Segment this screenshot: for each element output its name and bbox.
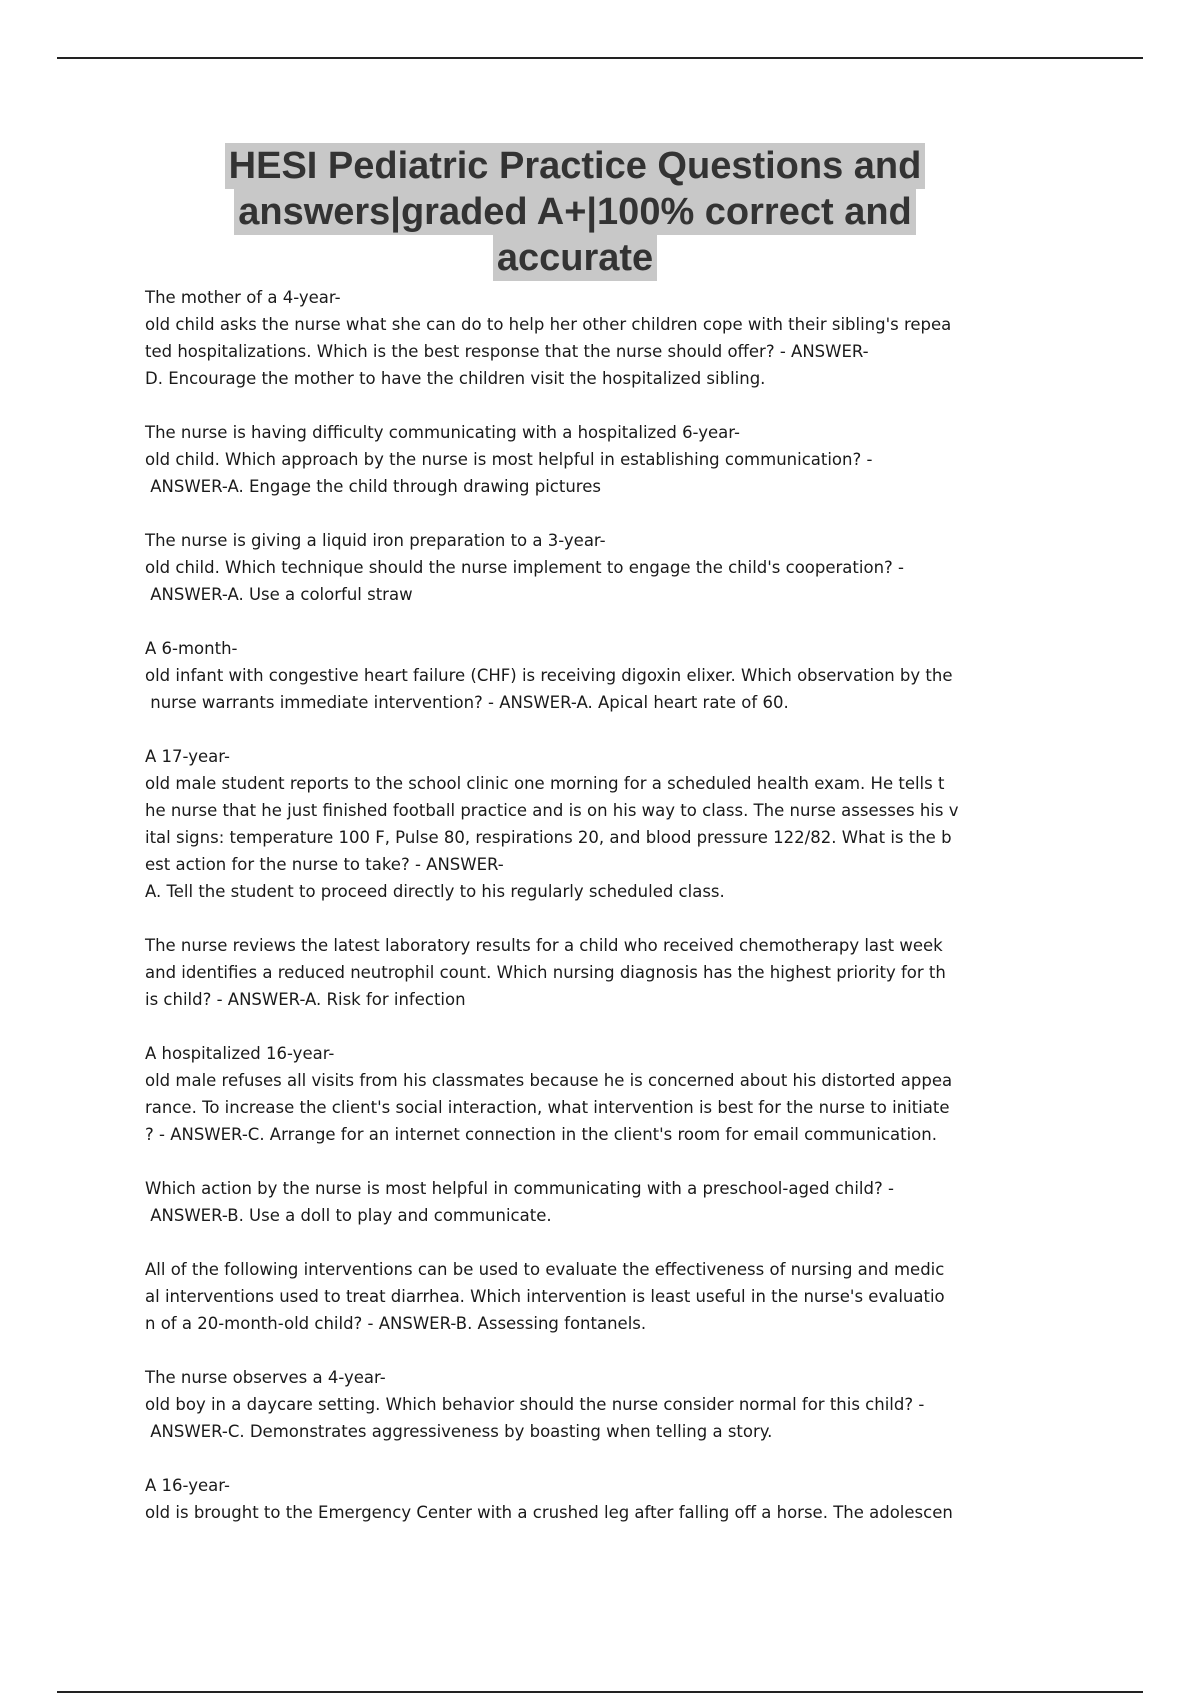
qa-text-line: A. Tell the student to proceed directly to his regularly scheduled class. xyxy=(145,882,725,901)
qa-text-line: nurse warrants immediate intervention? - ANSWER-A. Apical heart rate of 60. xyxy=(145,693,789,712)
qa-text-line: old is brought to the Emergency Center with a crushed leg after falling off a horse. The adolescen xyxy=(145,1503,953,1522)
qa-block xyxy=(145,419,1015,500)
qa-block xyxy=(145,1040,1015,1148)
qa-text-line: he nurse that he just finished football practice and is on his way to class. The nurse assesses his v xyxy=(145,801,959,820)
title-line-3 xyxy=(150,235,1000,281)
qa-block xyxy=(145,635,1015,716)
qa-text-line: A 16-year- xyxy=(145,1476,230,1495)
qa-text-line: old male student reports to the school clinic one morning for a scheduled health exam. He tells t xyxy=(145,774,945,793)
qa-text-line: The nurse reviews the latest laboratory results for a child who received chemotherapy last week xyxy=(145,936,943,955)
qa-text-line: ANSWER-C. Demonstrates aggressiveness by boasting when telling a story. xyxy=(145,1422,773,1441)
qa-text-line: The mother of a 4-year- xyxy=(145,288,341,307)
qa-text-line: ? - ANSWER-C. Arrange for an internet connection in the client's room for email communication. xyxy=(145,1125,937,1144)
qa-text-line: n of a 20-month-old child? - ANSWER-B. Assessing fontanels. xyxy=(145,1314,647,1333)
document-title xyxy=(150,143,1000,281)
qa-text-line: ital signs: temperature 100 F, Pulse 80, respirations 20, and blood pressure 122/82. What is the b xyxy=(145,828,952,847)
qa-text-line: old infant with congestive heart failure (CHF) is receiving digoxin elixer. Which observation by the xyxy=(145,666,953,685)
qa-block xyxy=(145,527,1015,608)
qa-text-line: old child. Which approach by the nurse is most helpful in establishing communication? - xyxy=(145,450,873,469)
qa-block xyxy=(145,1364,1015,1445)
bottom-rule xyxy=(57,1691,1143,1693)
qa-block xyxy=(145,743,1015,905)
qa-block xyxy=(145,284,1015,392)
qa-text-line: ANSWER-A. Engage the child through drawing pictures xyxy=(145,477,601,496)
qa-text-line: D. Encourage the mother to have the children visit the hospitalized sibling. xyxy=(145,369,766,388)
qa-text-line: old child asks the nurse what she can do to help her other children cope with their sibling's repea xyxy=(145,315,952,334)
qa-text-line: old boy in a daycare setting. Which behavior should the nurse consider normal for this child? - xyxy=(145,1395,925,1414)
title-line-2-text: answers|graded A+|100% correct and xyxy=(234,189,916,235)
qa-text-line: All of the following interventions can be used to evaluate the effectiveness of nursing and medic xyxy=(145,1260,945,1279)
qa-text-line: old child. Which technique should the nurse implement to engage the child's cooperation? - xyxy=(145,558,904,577)
qa-text-line: old male refuses all visits from his classmates because he is concerned about his distorted appea xyxy=(145,1071,953,1090)
qa-text-line: A 6-month- xyxy=(145,639,238,658)
qa-text-line: and identifies a reduced neutrophil count. Which nursing diagnosis has the highest priority for th xyxy=(145,963,946,982)
qa-text-line: The nurse is giving a liquid iron preparation to a 3-year- xyxy=(145,531,606,550)
qa-block xyxy=(145,1472,1015,1526)
qa-text-line: ANSWER-A. Use a colorful straw xyxy=(145,585,413,604)
qa-text-line: Which action by the nurse is most helpful in communicating with a preschool-aged child? - xyxy=(145,1179,894,1198)
qa-text-line: ted hospitalizations. Which is the best response that the nurse should offer? - ANSWER- xyxy=(145,342,869,361)
qa-text-line: A 17-year- xyxy=(145,747,230,766)
qa-block xyxy=(145,1256,1015,1337)
qa-text-line: rance. To increase the client's social interaction, what intervention is best for the nurse to initiate xyxy=(145,1098,950,1117)
title-line-1 xyxy=(150,143,1000,189)
top-rule xyxy=(57,57,1143,59)
qa-text-line: ANSWER-B. Use a doll to play and communicate. xyxy=(145,1206,552,1225)
qa-text-line: is child? - ANSWER-A. Risk for infection xyxy=(145,990,466,1009)
qa-block xyxy=(145,1175,1015,1229)
title-line-3-text: accurate xyxy=(493,235,657,281)
qa-content xyxy=(145,284,1015,1553)
qa-text-line: al interventions used to treat diarrhea. Which intervention is least useful in the nurse's evaluatio xyxy=(145,1287,945,1306)
qa-text-line: A hospitalized 16-year- xyxy=(145,1044,335,1063)
title-line-1-text: HESI Pediatric Practice Questions and xyxy=(225,143,926,189)
qa-text-line: est action for the nurse to take? - ANSWER- xyxy=(145,855,504,874)
qa-block xyxy=(145,932,1015,1013)
qa-text-line: The nurse is having difficulty communicating with a hospitalized 6-year- xyxy=(145,423,740,442)
qa-text-line: The nurse observes a 4-year- xyxy=(145,1368,386,1387)
title-line-2 xyxy=(150,189,1000,235)
